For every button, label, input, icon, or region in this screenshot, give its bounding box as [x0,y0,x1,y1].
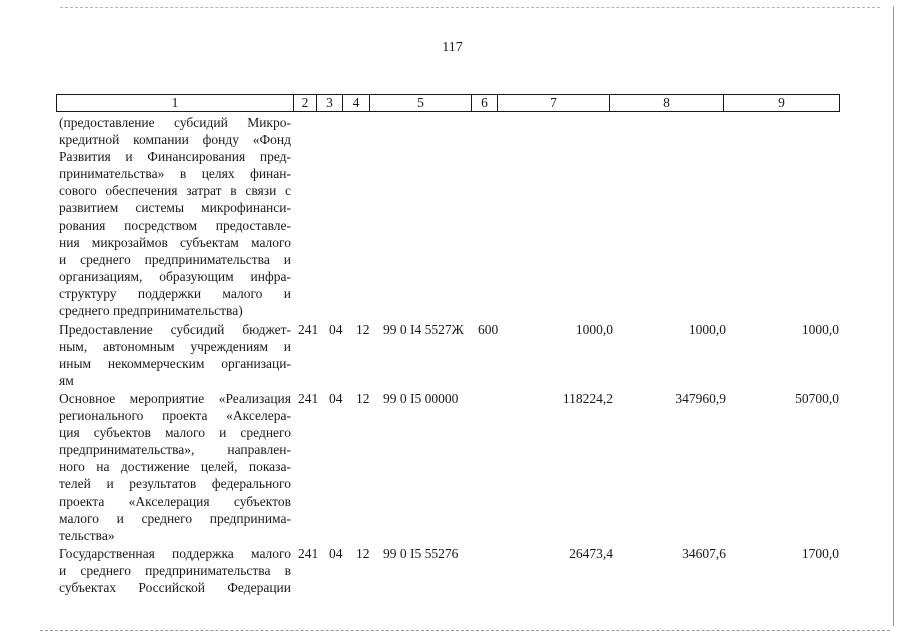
header-col-1: 1 [57,95,294,112]
description-line: субъектах Российской Федерации [59,580,291,596]
table-row-description [59,545,291,596]
description-line: Основное мероприятие «Реализация [59,391,291,406]
cell-amount-col8: 1000,0 [688,322,726,337]
header-row [57,95,840,112]
description-line: и среднего предпринимательства в [59,563,291,579]
description-line: предпринимательства», направлен- [59,442,291,458]
cell-target-article: 99 0 I5 55276 [383,546,459,561]
description-line: ям [59,373,74,389]
cell-subsection: 12 [356,322,370,337]
cell-subsection: 12 [356,546,370,561]
cell-subsection: 12 [356,391,370,406]
description-line: ция субъектов малого и среднего [59,425,291,441]
table-row-description [59,390,291,544]
description-line: среднего предпринимательства) [59,303,243,319]
description-line: структуру поддержки малого и [59,285,291,301]
description-line: тельства» [59,527,115,543]
description-line: регионального проекта «Акселера- [59,408,291,424]
column-number-header [56,94,840,112]
description-line: развитием системы микрофинанси- [59,200,291,216]
cell-ministry-code: 241 [298,391,319,406]
description-line: ния микрозаймов субъектам малого [59,234,291,250]
cell-amount-col9: 1700,0 [801,546,839,561]
cell-section: 04 [329,322,343,337]
header-col-7: 7 [498,95,610,112]
header-col-2: 2 [294,95,317,112]
description-line: организациям, образующим инфра- [59,268,291,284]
header-col-6: 6 [472,95,498,112]
description-line: Развития и Финансирования пред- [59,149,291,165]
header-col-9: 9 [724,95,840,112]
scan-edge-right [893,6,894,626]
description-line: ного на достижение целей, показа- [59,459,291,475]
scan-edge-top [60,7,880,8]
cell-ministry-code: 241 [298,546,319,561]
cell-target-article: 99 0 I5 00000 [383,391,459,406]
cell-amount-col8: 347960,9 [675,391,726,406]
header-col-8: 8 [610,95,724,112]
cell-amount-col9: 50700,0 [795,391,839,406]
header-col-3: 3 [317,95,343,112]
description-line: телей и результатов федерального [59,476,291,492]
cell-amount-col7: 1000,0 [575,322,613,337]
table-row-description [59,321,291,389]
header-col-5: 5 [370,95,472,112]
description-line: рования посредством предоставле- [59,217,291,233]
cell-amount-col7: 26473,4 [569,546,613,561]
description-line: проекта «Акселерация субъектов [59,493,291,509]
header-col-4: 4 [343,95,370,112]
cell-amount-col7: 118224,2 [562,391,613,406]
table-row-description [59,114,291,319]
cell-ministry-code: 241 [298,322,319,337]
description-line: ным, автономным учреждениям и [59,339,291,355]
cell-amount-col9: 1000,0 [801,322,839,337]
cell-target-article: 99 0 I4 5527Ж [383,322,464,337]
description-line: сового обеспечения затрат в связи с [59,183,291,199]
description-line: принимательства» в целях финан- [59,166,291,182]
cell-expense-type: 600 [478,322,499,337]
cell-section: 04 [329,546,343,561]
description-line: и среднего предпринимательства и [59,251,291,267]
description-line: (предоставление субсидий Микро- [59,115,291,130]
description-line: иным некоммерческим организаци- [59,356,291,372]
scan-edge-bottom [40,630,890,631]
description-line: Государственная поддержка малого [59,546,291,561]
description-line: кредитной компании фонду «Фонд [59,132,291,148]
cell-amount-col8: 34607,6 [682,546,726,561]
description-line: Предоставление субсидий бюджет- [59,322,291,337]
description-line: малого и среднего предпринима- [59,510,291,526]
page-number: 117 [442,40,463,55]
cell-section: 04 [329,391,343,406]
